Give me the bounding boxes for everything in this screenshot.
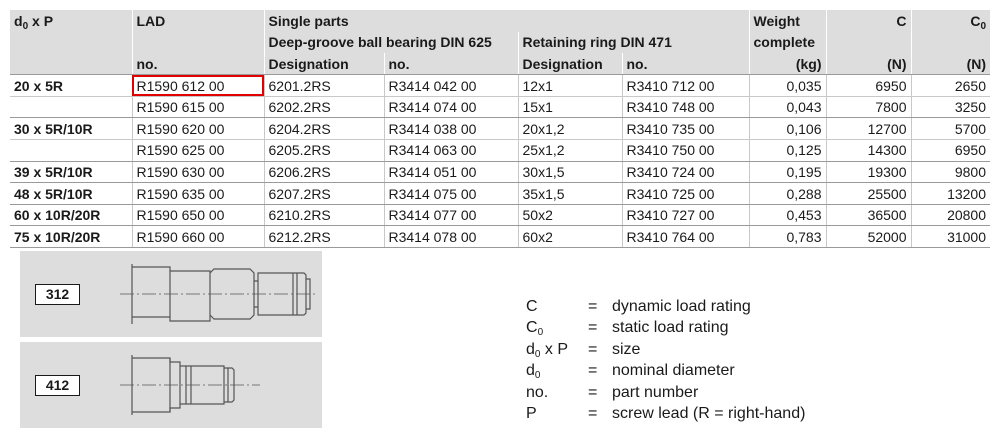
- c-cell: 14300: [826, 140, 911, 162]
- ring-no-cell: R3410 735 00: [622, 118, 749, 140]
- table-row: [10, 226, 990, 248]
- weight-cell: 0,453: [749, 204, 826, 226]
- header-single-parts: Single parts: [264, 10, 749, 32]
- header-bearing-group: Deep-groove ball bearing DIN 625: [264, 32, 518, 54]
- bearing-no-cell: R3414 063 00: [384, 140, 518, 162]
- header-c0-unit: (N): [911, 53, 990, 75]
- bearing-designation-cell: 6205.2RS: [264, 140, 384, 162]
- lad-no-cell: R1590 650 00: [132, 204, 264, 226]
- size-cell: 60 x 10R/20R: [10, 204, 132, 226]
- header-ring-no: no.: [622, 53, 749, 75]
- c-cell: 19300: [826, 161, 911, 183]
- header-row-1: [10, 10, 990, 32]
- legend-symbol: $C_0$: [526, 319, 544, 339]
- bearing-designation-cell: 6202.2RS: [264, 96, 384, 118]
- c-cell: 7800: [826, 96, 911, 118]
- table-row: [10, 161, 990, 183]
- ring-designation-cell: 20x1,2: [518, 118, 622, 140]
- ring-no-cell: R3410 712 00: [622, 75, 749, 97]
- bearing-no-cell: R3414 038 00: [384, 118, 518, 140]
- c0-cell: 5700: [911, 118, 990, 140]
- weight-cell: 0,035: [749, 75, 826, 97]
- c-cell: 52000: [826, 226, 911, 248]
- c0-cell: 20800: [911, 204, 990, 226]
- bearing-no-cell: R3414 078 00: [384, 226, 518, 248]
- legend-description: dynamic load rating: [612, 298, 751, 315]
- ring-no-cell: R3410 750 00: [622, 140, 749, 162]
- weight-cell: 0,125: [749, 140, 826, 162]
- header-row-2: [10, 32, 990, 54]
- header-size: $d_0$ x P: [10, 10, 132, 32]
- drawing-panel-412: [20, 342, 322, 428]
- symbol-legend: [526, 296, 805, 424]
- lad-no-cell: R1590 635 00: [132, 183, 264, 205]
- parts-table: [10, 10, 990, 248]
- table-row: [10, 204, 990, 226]
- header-c0: $C_0$: [911, 10, 990, 32]
- header-bearing-designation: Designation: [264, 53, 384, 75]
- size-cell: 39 x 5R/10R: [10, 161, 132, 183]
- ring-designation-cell: 35x1,5: [518, 183, 622, 205]
- table-row: [10, 75, 990, 97]
- ring-designation-cell: 12x1: [518, 75, 622, 97]
- size-cell: 20 x 5R: [10, 75, 132, 97]
- size-cell: 30 x 5R/10R: [10, 118, 132, 140]
- weight-cell: 0,288: [749, 183, 826, 205]
- size-cell: [10, 140, 132, 162]
- legend-item: $C_0$ = static load rating: [526, 319, 729, 339]
- c0-cell: 31000: [911, 226, 990, 248]
- c-cell: 6950: [826, 75, 911, 97]
- header-bearing-no: no.: [384, 53, 518, 75]
- drawing-label-312: 312: [35, 284, 80, 305]
- header-row-3: [10, 53, 990, 75]
- table-row: [10, 183, 990, 205]
- lad-no-cell: R1590 620 00: [132, 118, 264, 140]
- legend-description: size: [612, 340, 641, 358]
- size-cell: [10, 96, 132, 118]
- bearing-no-cell: R3414 077 00: [384, 204, 518, 226]
- legend-item: $d_0$ = nominal diameter: [526, 362, 735, 382]
- bearing-no-cell: R3414 051 00: [384, 161, 518, 183]
- ring-no-cell: R3410 748 00: [622, 96, 749, 118]
- drawing-panel-312: [20, 251, 322, 337]
- header-ring-group: Retaining ring DIN 471: [518, 32, 749, 54]
- legend-description: screw lead (R = right-hand): [612, 405, 806, 423]
- ring-no-cell: R3410 727 00: [622, 204, 749, 226]
- bearing-designation-cell: 6201.2RS: [264, 75, 384, 97]
- legend-description: static load rating: [612, 319, 729, 337]
- c0-cell: 3250: [911, 96, 990, 118]
- bearing-designation-cell: 6210.2RS: [264, 204, 384, 226]
- drawing-label-412: 412: [35, 375, 80, 396]
- ring-designation-cell: 30x1,5: [518, 161, 622, 183]
- header-c-unit: (N): [826, 53, 911, 75]
- bearing-designation-cell: 6212.2RS: [264, 226, 384, 248]
- c-cell: 25500: [826, 183, 911, 205]
- bearing-no-cell: R3414 074 00: [384, 96, 518, 118]
- ring-designation-cell: 60x2: [518, 226, 622, 248]
- table-row: [10, 118, 990, 140]
- ring-no-cell: R3410 764 00: [622, 226, 749, 248]
- legend-symbol: no.: [526, 383, 549, 401]
- lad-no-cell-highlighted[interactable]: R1590 612 00: [132, 75, 264, 97]
- header-weight: Weight: [749, 10, 826, 32]
- ring-designation-cell: 15x1: [518, 96, 622, 118]
- legend-description: part number: [612, 383, 699, 401]
- weight-cell: 0,783: [749, 226, 826, 248]
- ring-no-cell: R3410 724 00: [622, 161, 749, 183]
- c-cell: 12700: [826, 118, 911, 140]
- c0-cell: 9800: [911, 161, 990, 183]
- c0-cell: 13200: [911, 183, 990, 205]
- ring-designation-cell: 25x1,2: [518, 140, 622, 162]
- table-row: [10, 140, 990, 162]
- weight-cell: 0,195: [749, 161, 826, 183]
- lad-no-cell: R1590 630 00: [132, 161, 264, 183]
- bearing-designation-cell: 6206.2RS: [264, 161, 384, 183]
- header-weight-unit: (kg): [749, 53, 826, 75]
- bearing-designation-cell: 6207.2RS: [264, 183, 384, 205]
- size-cell: 75 x 10R/20R: [10, 226, 132, 248]
- ring-designation-cell: 50x2: [518, 204, 622, 226]
- bearing-no-cell: R3414 042 00: [384, 75, 518, 97]
- size-cell: 48 x 5R/10R: [10, 183, 132, 205]
- legend-symbol: $d_0$: [526, 362, 541, 382]
- header-weight-complete: complete: [749, 32, 826, 54]
- legend-item: $d_0$ x P = size: [526, 340, 641, 360]
- lad-no-cell: R1590 625 00: [132, 140, 264, 162]
- lad-no-cell: R1590 660 00: [132, 226, 264, 248]
- c-cell: 36500: [826, 204, 911, 226]
- legend-description: nominal diameter: [612, 362, 735, 380]
- legend-item: no. = part number: [526, 382, 805, 403]
- legend-item: P = screw lead (R = right-hand): [526, 403, 805, 424]
- lad-no-cell: R1590 615 00: [132, 96, 264, 118]
- ring-no-cell: R3410 725 00: [622, 183, 749, 205]
- header-lad-no: no.: [132, 53, 264, 75]
- table-row: [10, 96, 990, 118]
- weight-cell: 0,106: [749, 118, 826, 140]
- c0-cell: 2650: [911, 75, 990, 97]
- weight-cell: 0,043: [749, 96, 826, 118]
- header-c: C: [826, 10, 911, 32]
- c0-cell: 6950: [911, 140, 990, 162]
- header-ring-designation: Designation: [518, 53, 622, 75]
- header-lad: LAD: [132, 10, 264, 32]
- legend-symbol: P: [526, 405, 537, 423]
- bearing-designation-cell: 6204.2RS: [264, 118, 384, 140]
- legend-symbol: C: [526, 298, 538, 315]
- legend-item: C = dynamic load rating: [526, 296, 805, 317]
- bearing-no-cell: R3414 075 00: [384, 183, 518, 205]
- legend-symbol: $d_0$ x P: [526, 340, 569, 360]
